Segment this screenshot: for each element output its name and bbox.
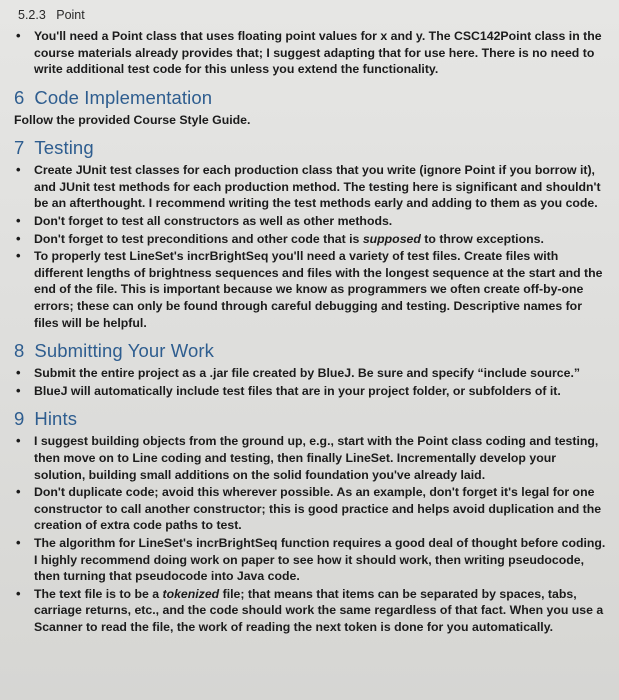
hints-bullet-list [14,433,609,635]
section-heading [14,408,609,430]
list-item: • The algorithm for LineSet's incrBrightSeq function requires a good deal of thought before coding. I highly recommend doing work on paper to see how it should work, then writing pseudocode, then turning that pseudocode into Java code. [14,535,609,585]
section-heading [14,137,609,159]
emphasized-text: supposed [362,231,421,246]
list-item [14,231,609,248]
list-item: • Create JUnit test classes for each production class that you write (ignore Point if you borrow it), and JUnit test methods for each production method. The testing here is significant and shouldn't be an afterthought. I recommend writing the test methods early and adding to them as you code. [14,162,609,212]
section-number: 9 [14,408,25,430]
submitting-bullet-list [14,365,609,399]
section-heading [14,340,609,362]
list-item-text: The text file is to be a [34,586,163,601]
list-item-text: file; that means that items can be separated by spaces, tabs, carriage returns, etc., and the code should work the same regardless of that fact. When you use a Scanner to read the file, the work of reading the next token is done for you automatically. [34,586,604,634]
list-item: • To properly test LineSet's incrBrightSeq you'll need a variety of test files. Create files with different lengths of brightness sequences and files with the longest sequence at the start and the end of the file. This is important because we know as programmers we often create off-by-one errors; these can only be found through careful debugging and testing. Descriptive names for files will be helpful. [14,248,609,331]
list-item: • Don't duplicate code; avoid this wherever possible. As an example, don't forget it's legal for one constructor to call another constructor; this is good practice and helps avoid duplication and the creation of extra code paths to test. [14,484,609,534]
section-paragraph: Follow the provided Course Style Guide. [14,112,251,127]
list-item-text: to throw exceptions. [420,231,544,246]
section-title: Submitting Your Work [34,340,214,362]
list-item-text: Don't forget to test preconditions and other code that is [34,231,363,246]
subsection-heading [18,8,609,22]
subsection-title: Point [56,8,85,22]
section-title: Hints [34,408,78,430]
section-code-implementation [14,87,609,129]
list-item: • BlueJ will automatically include test files that are in your project folder, or subfolders of it. [14,383,609,400]
section-number: 8 [14,340,25,362]
emphasized-text: tokenized [162,586,220,601]
section-testing [14,137,609,331]
list-item: • Submit the entire project as a .jar file created by BlueJ. Be sure and specify “include source.” [14,365,609,382]
section-submitting [14,340,609,399]
point-bullet-list [14,28,609,78]
list-item: • Don't forget to test all constructors as well as other methods. [14,213,609,230]
section-number: 7 [14,137,25,159]
list-item [14,586,609,636]
section-title: Code Implementation [34,86,213,108]
section-number: 6 [14,86,25,108]
section-title: Testing [34,137,94,159]
subsection-number: 5.2.3 [18,8,46,22]
list-item: • You'll need a Point class that uses floating point values for x and y. The CSC142Point class in the course materials already provides that; I suggest adapting that for use here. There is no need to write additional test code for this unless you extend the functionality. [14,28,609,78]
section-hints [14,408,609,635]
section-heading [14,87,609,109]
testing-bullet-list [14,162,609,331]
list-item: • I suggest building objects from the ground up, e.g., start with the Point class coding and testing, then move on to Line coding and testing, then finally LineSet. Incrementally develop your solution, building small additions on the solid foundation you've already laid. [14,433,609,483]
